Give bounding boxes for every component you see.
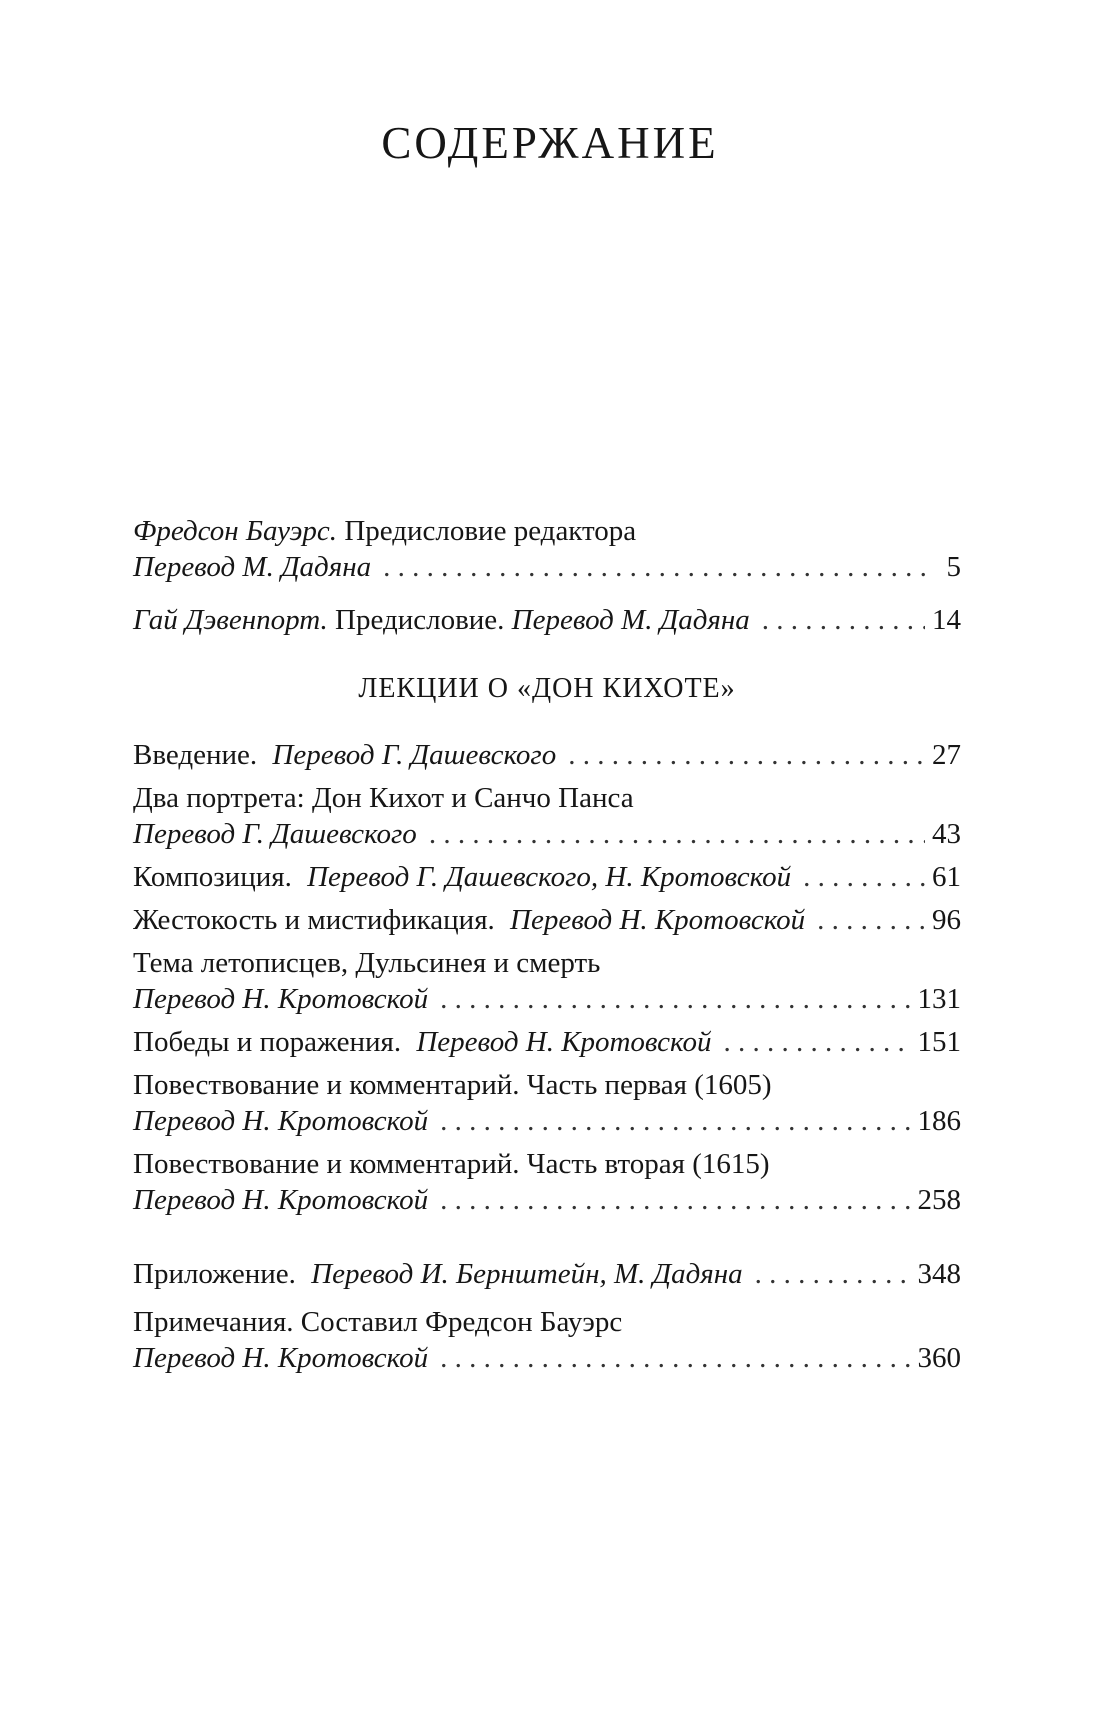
toc-entry-line-2 [133, 1103, 961, 1139]
toc-entry-line-1 [133, 513, 961, 549]
entry-title: Повествование и комментарий. Часть вторая (1615) [133, 1148, 770, 1180]
entry-page-number: 96 [932, 904, 961, 936]
dot-leader [723, 1024, 911, 1060]
section-heading: ЛЕКЦИИ О «ДОН КИХОТЕ» [358, 673, 736, 704]
toc-entry-introduction [133, 737, 961, 773]
entry-translator: Перевод М. Дадяна [511, 604, 750, 636]
toc-entry-narrative-part-two [133, 1146, 961, 1218]
entry-translator: Перевод Г. Дашевского [272, 739, 557, 771]
entry-page-number: 348 [917, 1258, 961, 1290]
entry-title: Композиция. [133, 861, 292, 893]
entry-page-number: 258 [917, 1184, 961, 1216]
entry-page-number: 43 [932, 818, 961, 850]
entry-page-number: 5 [946, 551, 961, 583]
entry-page-number: 151 [917, 1026, 961, 1058]
entry-title: Предисловие редактора [344, 515, 637, 547]
dot-leader [429, 816, 925, 852]
entry-translator: Перевод Н. Кротовской [510, 904, 806, 936]
entry-translator: Перевод Г. Дашевского [133, 818, 417, 850]
dot-leader [440, 1340, 911, 1376]
entry-title: Победы и поражения. [133, 1026, 402, 1058]
entry-translator: Перевод Н. Кротовской [133, 1184, 429, 1216]
entry-translator: Перевод Н. Кротовской [416, 1026, 712, 1058]
toc-entry-two-portraits [133, 780, 961, 852]
toc-entry-notes [133, 1304, 961, 1376]
toc-entry-preface [133, 602, 961, 638]
entry-title: Введение. [133, 739, 258, 771]
toc-entry-chroniclers [133, 945, 961, 1017]
dot-leader [762, 602, 925, 638]
table-of-contents [133, 512, 961, 1376]
page-title: СОДЕРЖАНИЕ [381, 118, 719, 168]
toc-entry-line-1 [133, 1146, 961, 1182]
entry-title: Два портрета: Дон Кихот и Санчо Панса [133, 782, 634, 814]
toc-entry-line-1 [133, 945, 961, 981]
dot-leader [440, 1103, 911, 1139]
dot-leader [817, 902, 925, 938]
toc-entry-victories [133, 1024, 961, 1060]
toc-entry-line-1 [133, 902, 961, 938]
entry-page-number: 186 [917, 1105, 961, 1137]
toc-entry-line-1 [133, 1024, 961, 1060]
entry-translator: Перевод И. Бернштейн, М. Дадяна [311, 1258, 743, 1290]
toc-entry-editor-preface [133, 512, 961, 585]
toc-entry-composition [133, 859, 961, 895]
entry-title: Тема летописцев, Дульсинея и смерть [133, 947, 601, 979]
toc-entry-line-2 [133, 1182, 961, 1218]
toc-entry-line-1 [133, 602, 961, 638]
entry-page-number: 360 [917, 1342, 961, 1374]
entry-translator: Перевод Н. Кротовской [133, 1342, 429, 1374]
entry-title: Жестокость и мистификация. [133, 904, 495, 936]
entry-title: Приложение. [133, 1258, 296, 1290]
toc-entry-cruelty [133, 902, 961, 938]
dot-leader [440, 981, 911, 1017]
entry-translator: Перевод Н. Кротовской [133, 1105, 429, 1137]
toc-entry-line-2 [133, 816, 961, 852]
toc-entry-line-1 [133, 1067, 961, 1103]
entry-title: Предисловие. [335, 604, 505, 636]
entry-page-number: 131 [917, 983, 961, 1015]
toc-entry-line-1 [133, 780, 961, 816]
entry-translator: Перевод М. Дадяна [133, 551, 372, 583]
dot-leader [440, 1182, 911, 1218]
entry-translator: Перевод Н. Кротовской [133, 983, 429, 1015]
dot-leader [803, 859, 925, 895]
entry-page-number: 61 [932, 861, 961, 893]
toc-entry-line-2 [133, 549, 961, 585]
toc-entry-appendix [133, 1256, 961, 1292]
dot-leader [383, 549, 925, 585]
toc-entry-line-1 [133, 737, 961, 773]
dot-leader [755, 1256, 912, 1292]
toc-entry-narrative-part-one [133, 1067, 961, 1139]
dot-leader [568, 737, 925, 773]
toc-entry-line-1 [133, 1304, 961, 1340]
toc-entry-line-1 [133, 1256, 961, 1292]
entry-title: Повествование и комментарий. Часть первая (1605) [133, 1069, 772, 1101]
entry-author: Фредсон Бауэрс. [133, 515, 338, 547]
toc-entry-line-2 [133, 981, 961, 1017]
entry-author: Гай Дэвенпорт. [133, 604, 328, 636]
toc-entry-line-1 [133, 859, 961, 895]
entry-page-number: 27 [932, 739, 961, 771]
toc-entry-line-2 [133, 1340, 961, 1376]
toc-entry-line [133, 477, 961, 513]
entry-translator: Перевод Г. Дашевского, Н. Кротовской [307, 861, 792, 893]
entry-title: Примечания. Составил Фредсон Бауэрс [133, 1306, 623, 1338]
entry-page-number: 14 [932, 604, 961, 636]
